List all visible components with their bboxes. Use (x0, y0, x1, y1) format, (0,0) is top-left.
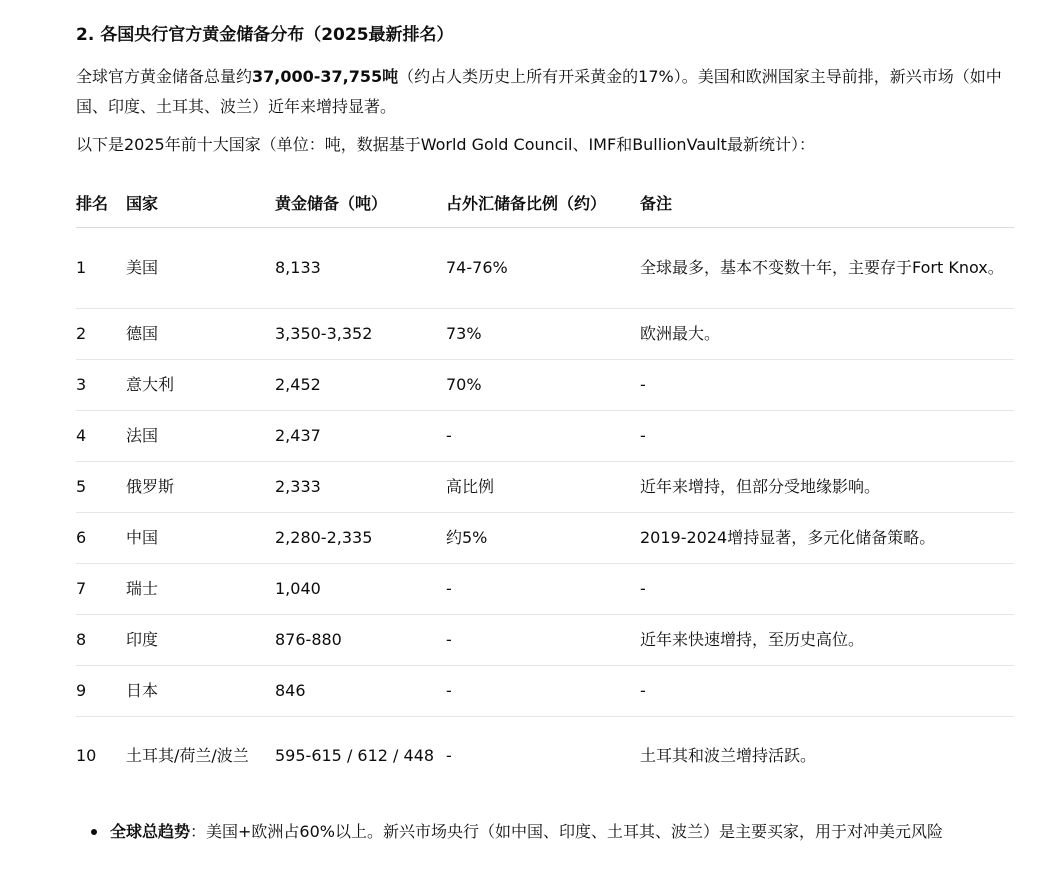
cell-country: 印度 (126, 615, 275, 666)
cell-ratio: - (446, 666, 640, 717)
cell-gold: 1,040 (275, 564, 446, 615)
cell-country: 瑞士 (126, 564, 275, 615)
table-header-row (76, 177, 1014, 228)
cell-ratio: 高比例 (446, 462, 640, 513)
summary-list (76, 817, 1010, 847)
list-item (110, 817, 1010, 847)
cell-ratio: - (446, 615, 640, 666)
cell-gold: 8,133 (275, 228, 446, 309)
cell-gold: 2,452 (275, 360, 446, 411)
table-row (76, 360, 1014, 411)
table-row (76, 564, 1014, 615)
cell-gold: 2,280-2,335 (275, 513, 446, 564)
cell-rank: 2 (76, 309, 126, 360)
cell-rank: 7 (76, 564, 126, 615)
header-rank: 排名 (76, 177, 126, 228)
cell-note: 全球最多，基本不变数十年，主要存于Fort Knox。 (640, 228, 1014, 309)
cell-country: 意大利 (126, 360, 275, 411)
header-country: 国家 (126, 177, 275, 228)
gold-reserves-table (76, 177, 1014, 795)
cell-note: - (640, 666, 1014, 717)
cell-ratio: - (446, 746, 452, 765)
header-note: 备注 (640, 177, 1014, 228)
cell-gold: 3,350-3,352 (275, 309, 446, 360)
cell-note: 土耳其和波兰增持活跃。 (640, 746, 817, 765)
cell-country: 法国 (126, 411, 275, 462)
table-intro: 以下是2025年前十大国家（单位：吨，数据基于World Gold Council、IMF和BullionVault最新统计）： (76, 135, 815, 154)
section-title: 2. 各国央行官方黄金储备分布（2025最新排名） (76, 25, 454, 45)
table-row (76, 717, 1014, 796)
cell-note: 2019-2024增持显著，多元化储备策略。 (640, 513, 1014, 564)
cell-note: - (640, 360, 1014, 411)
cell-note: - (640, 411, 1014, 462)
table-row (76, 309, 1014, 360)
cell-rank: 9 (76, 666, 126, 717)
cell-rank: 1 (76, 228, 126, 309)
cell-note: 近年来增持，但部分受地缘影响。 (640, 462, 1014, 513)
table-row (76, 666, 1014, 717)
cell-ratio: - (446, 564, 640, 615)
cell-country: 土耳其/荷兰/波兰 (126, 746, 249, 765)
cell-gold: 595-615 / 612 / 448 (275, 746, 435, 765)
bullet-icon (91, 829, 97, 835)
cell-gold: 846 (275, 666, 446, 717)
cell-ratio: 约5% (446, 513, 640, 564)
table-row (76, 615, 1014, 666)
cell-rank: 8 (76, 615, 126, 666)
cell-rank: 3 (76, 360, 126, 411)
cell-note: 欧洲最大。 (640, 309, 1014, 360)
cell-country: 俄罗斯 (126, 462, 275, 513)
cell-rank: 5 (76, 462, 126, 513)
cell-note: - (640, 564, 1014, 615)
table-row (76, 228, 1014, 309)
cell-country: 美国 (126, 228, 275, 309)
cell-gold: 876-880 (275, 615, 446, 666)
table-row (76, 411, 1014, 462)
intro-suffix: （约占人类历史上所有开采黄金的17%）。美国和欧洲国家主导前排，新兴市场（如中国、印度、土耳其、波兰）近年来增持显著。 (76, 67, 1002, 116)
cell-rank: 10 (76, 746, 97, 765)
intro-total: 37,000-37,755吨 (252, 67, 399, 86)
summary-text: ：美国+欧洲占60%以上。新兴市场央行（如中国、印度、土耳其、波兰）是主要买家，用于对冲美元风险 (190, 822, 943, 841)
cell-country: 德国 (126, 309, 275, 360)
cell-ratio: - (446, 411, 640, 462)
cell-note: 近年来快速增持，至历史高位。 (640, 615, 1014, 666)
cell-ratio: 73% (446, 309, 640, 360)
cell-gold: 2,437 (275, 411, 446, 462)
intro-paragraph (76, 62, 1016, 122)
cell-gold: 2,333 (275, 462, 446, 513)
table-row (76, 462, 1014, 513)
table-row (76, 513, 1014, 564)
cell-country: 中国 (126, 513, 275, 564)
header-gold: 黄金储备（吨） (275, 177, 446, 228)
cell-rank: 6 (76, 513, 126, 564)
cell-rank: 4 (76, 411, 126, 462)
cell-ratio: 74-76% (446, 228, 640, 309)
cell-country: 日本 (126, 666, 275, 717)
header-ratio: 占外汇储备比例（约） (446, 177, 640, 228)
summary-label: 全球总趋势 (110, 822, 191, 841)
intro-prefix: 全球官方黄金储备总量约 (76, 67, 253, 86)
cell-ratio: 70% (446, 360, 640, 411)
